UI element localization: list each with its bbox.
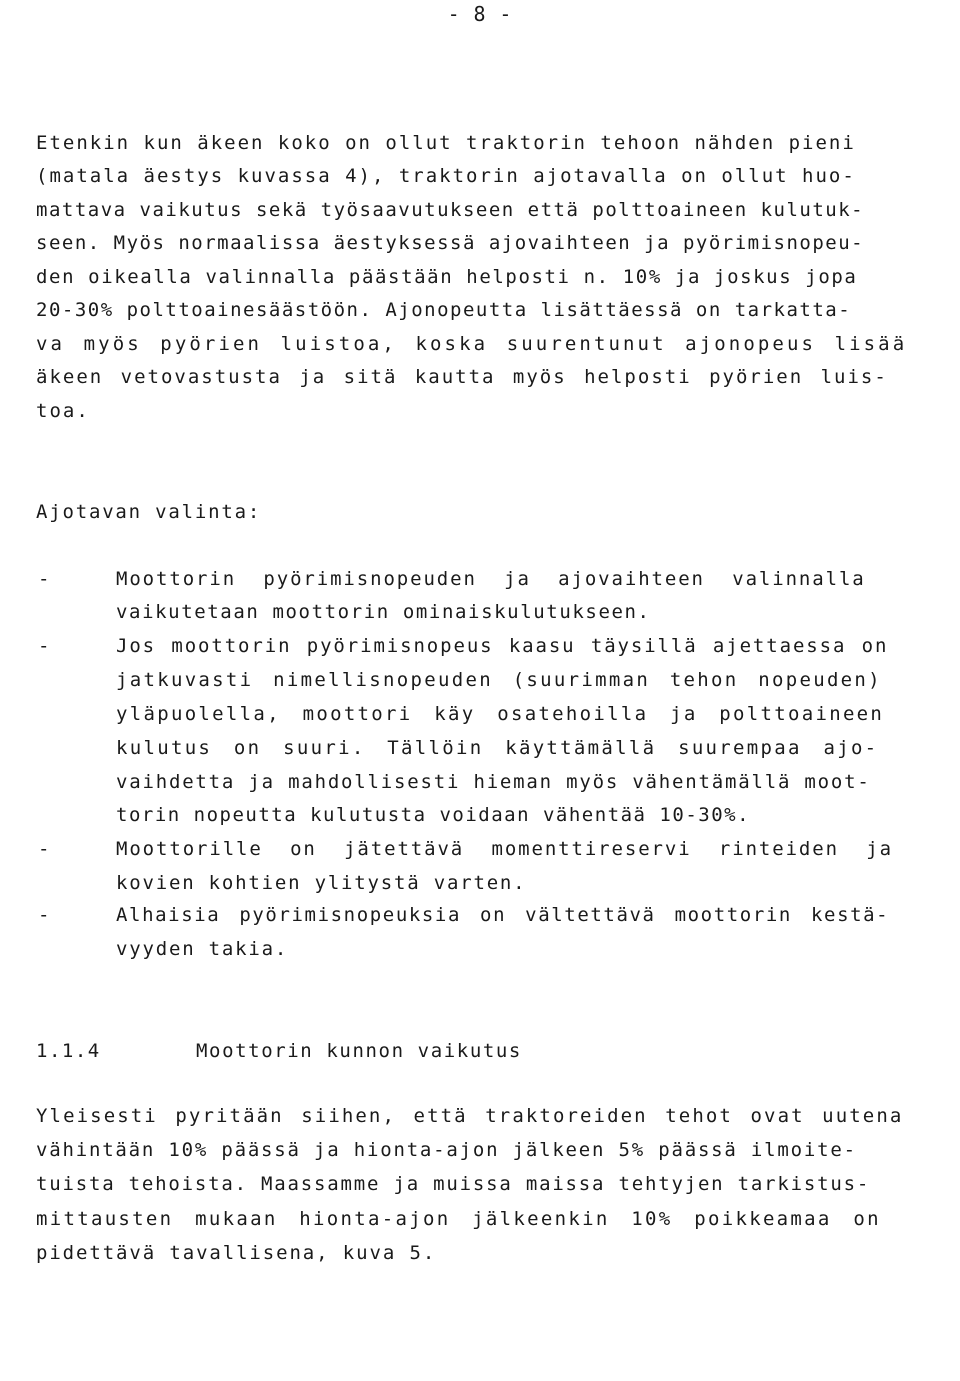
paragraph-line: Etenkin kun äkeen koko on ollut traktorin tehoon nähden pieni [36,132,856,154]
paragraph-line: tuista tehoista. Maassamme ja muissa maissa tehtyjen tarkistus- [36,1173,871,1195]
list-item-line: jatkuvasti nimellisnopeuden (suurimman tehon nopeuden) [116,669,882,691]
dash-bullet: - [38,904,51,926]
dash-bullet: - [38,568,51,590]
section-number: 1.1.4 [36,1040,101,1062]
list-item-line: Moottorille on jätettävä momenttireservi rinteiden ja [116,838,893,860]
list-item-line: Alhaisia pyörimisnopeuksia on vältettävä moottorin kestä- [116,904,890,926]
paragraph-line: mattava vaikutus sekä työsaavutukseen että polttoaineen kulutuk- [36,199,865,221]
list-item-line: vaikutetaan moottorin ominaiskulutukseen. [116,601,651,623]
paragraph-line: mittausten mukaan hionta-ajon jälkeenkin 10% poikkeamaa on [36,1208,881,1230]
paragraph-line: äkeen vetovastusta ja sitä kautta myös helposti pyörien luis- [36,366,888,388]
list-item-line: kulutus on suuri. Tällöin käyttämällä suurempaa ajo- [116,737,879,759]
paragraph-line: toa. [36,400,90,422]
paragraph-line: den oikealla valinnalla päästään helposti n. 10% ja joskus jopa [36,266,858,288]
list-item-line: kovien kohtien ylitystä varten. [116,872,527,894]
paragraph-line: pidettävä tavallisena, kuva 5. [36,1242,437,1264]
list-item-line: Jos moottorin pyörimisnopeus kaasu täysillä ajettaessa on [116,635,889,657]
dash-bullet: - [38,635,51,657]
page-number: - 8 - [447,2,513,26]
dash-bullet: - [38,838,51,860]
paragraph-line: 20-30% polttoainesäästöön. Ajonopeutta lisättäessä on tarkatta- [36,299,852,321]
paragraph-line: vähintään 10% päässä ja hionta-ajon jälkeen 5% päässä ilmoite- [36,1139,857,1161]
heading-driving-style: Ajotavan valinta: [36,501,262,523]
list-item-line: yläpuolella, moottori käy osatehoilla ja polttoaineen [116,703,885,725]
paragraph-line: va myös pyörien luistoa, koska suurentunut ajonopeus lisää [36,333,908,355]
list-item-line: Moottorin pyörimisnopeuden ja ajovaihteen valinnalla [116,568,866,590]
section-title: Moottorin kunnon vaikutus [196,1040,522,1062]
list-item-line: vyyden takia. [116,938,289,960]
paragraph-line: Yleisesti pyritään siihen, että traktoreiden tehot ovat uutena [36,1105,904,1127]
list-item-line: torin nopeutta kulutusta voidaan vähentää 10-30%. [116,804,751,826]
paragraph-line: seen. Myös normaalissa äestyksessä ajovaihteen ja pyörimisnopeu- [36,232,865,254]
paragraph-line: (matala äestys kuvassa 4), traktorin ajotavalla on ollut huo- [36,165,856,187]
list-item-line: vaihdetta ja mahdollisesti hieman myös vähentämällä moot- [116,771,871,793]
